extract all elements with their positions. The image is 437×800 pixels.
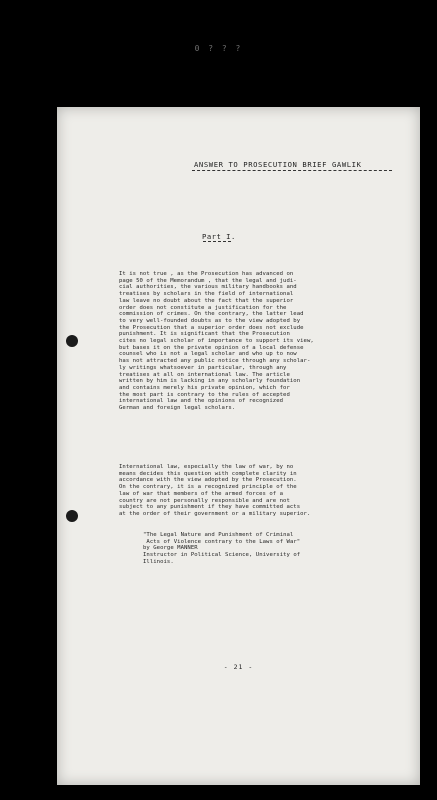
part-underline [203,241,231,242]
document-page [57,107,420,785]
citation: "The Legal Nature and Punishment of Criminal Acts of Violence contrary to the Laws of War" by George MANNER Instructor in Political Science, University of Illinois. [143,532,301,565]
punch-hole [66,510,78,522]
paragraph-1: It is not true , as the Prosecution has advanced on page 50 of the Memorandum , that the legal and judi- cial authorities, the various military handbooks and treatises by scholars in the field of international law leave no doubt about the fact that the superior order does not constitute a justification for the commission of crimes. On the contrary, the latter lead to very well-founded doubts as to the view adopted by the Prosecution that a superior order does not exclude punishment. It is significant that the Prosecution cites no legal scholar of importance to support its view, but bases it on the private opinion of a local defense counsel who is not a legal scholar and who up to now has not attracted any public notice through any scholar- ly writings whatsoever in particular, through any treatises at all on international law. The article written by him is lacking in any scholarly foundation and contains merely his private opinion, which for the most part is contrary to the rules of accepted international law and the opinions of recognized German and foreign legal scholars. [119,271,314,412]
punch-hole [66,335,78,347]
page-number: - 21 - [223,663,254,671]
heading-underline [192,170,392,171]
paragraph-2: International law, especially the law of war, by no means decides this question with complete clarity in accordance with the view adopted by the Prosecution. On the contrary, it is a recognized principle of the law of war that members of the armed forces of a country are not personally responsible and are not subject to any punishment if they have committed acts at the order of their government or a military superior. [119,464,311,517]
frame-label: 0 ? ? ? [194,44,243,53]
part-title: Part I. [202,232,236,241]
document-heading: ANSWER TO PROSECUTION BRIEF GAWLIK [194,160,362,169]
